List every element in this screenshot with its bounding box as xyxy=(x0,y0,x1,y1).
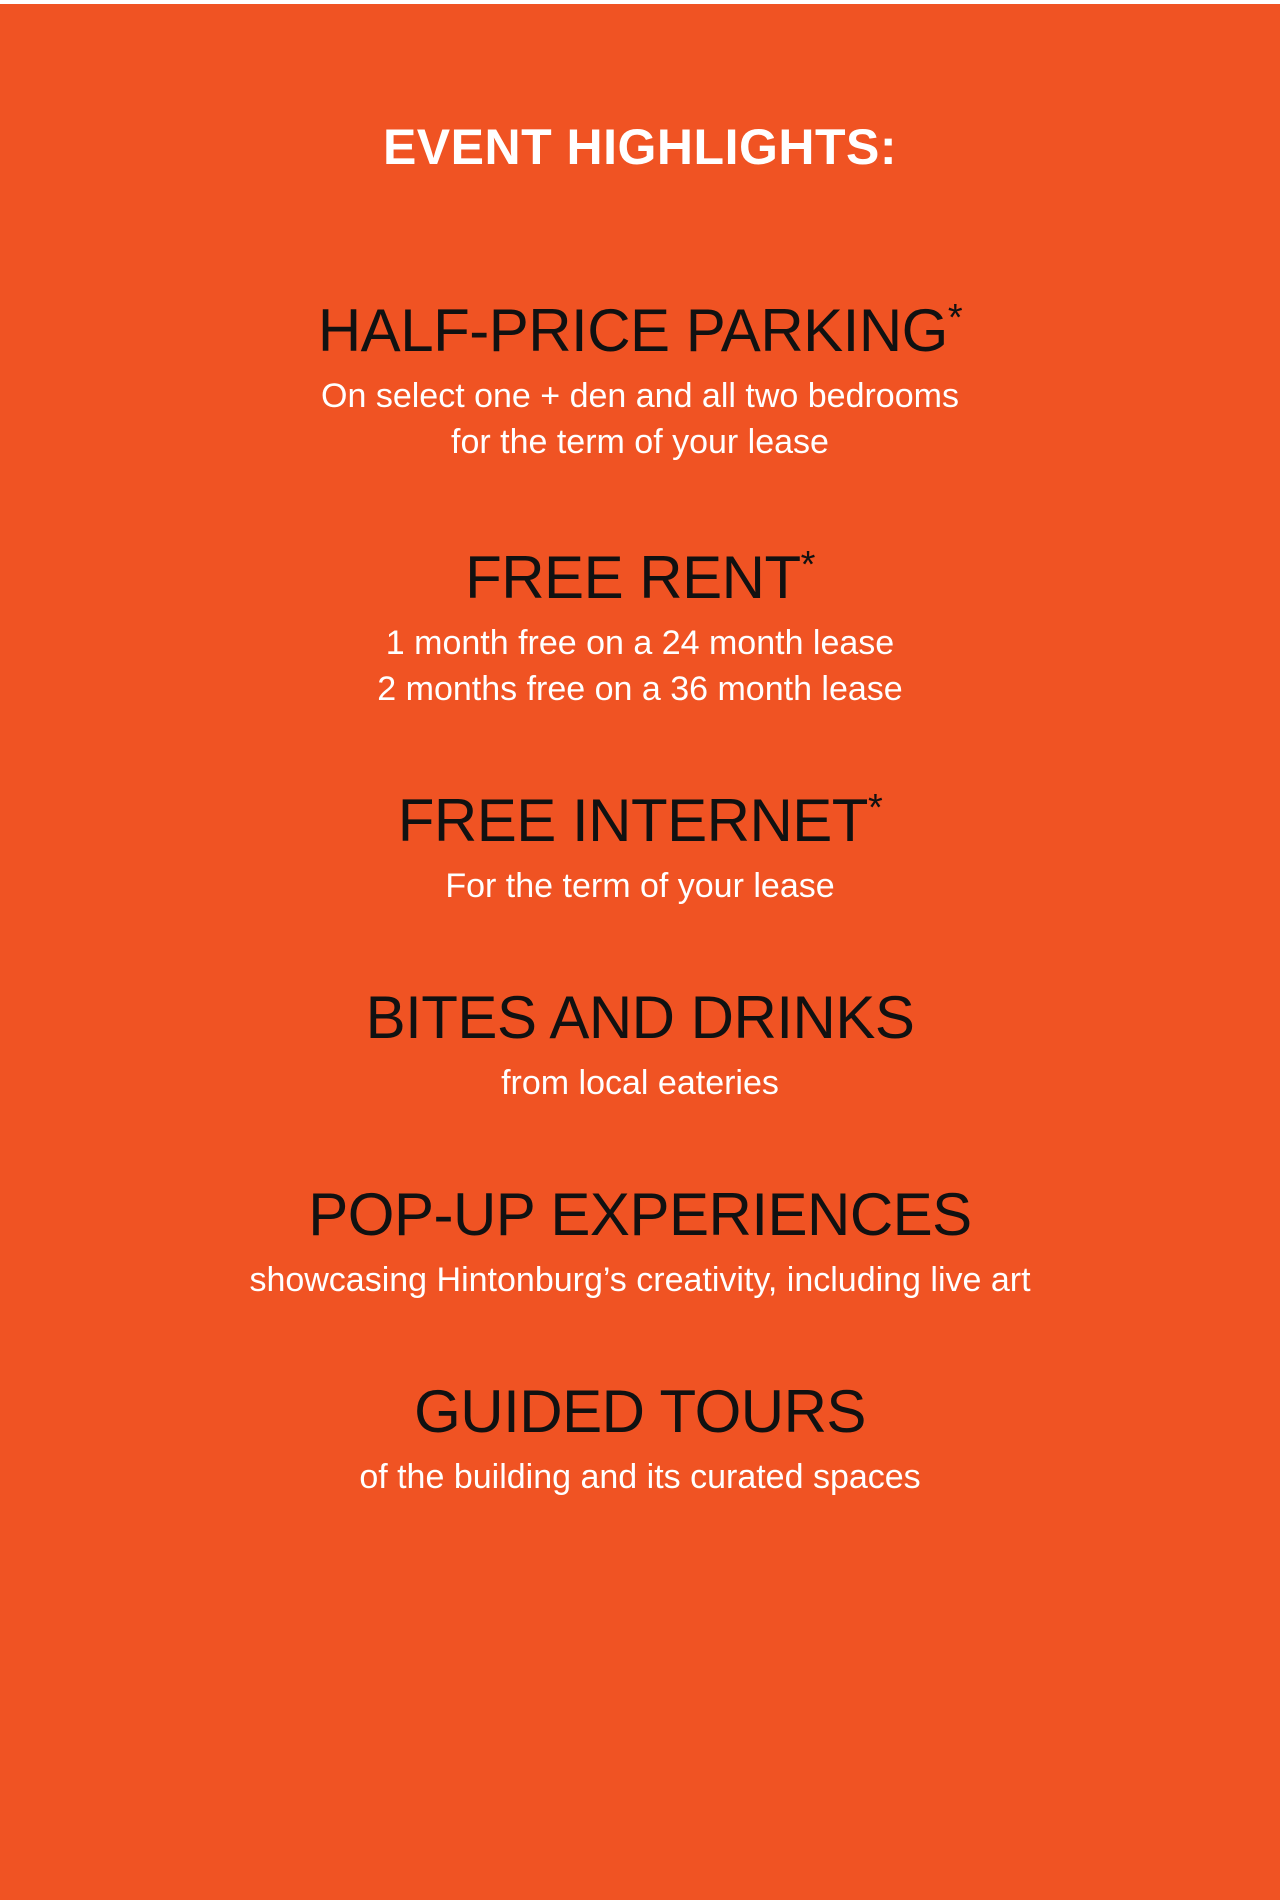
highlight-subtext xyxy=(110,1455,1170,1501)
highlight-title-text: FREE RENT xyxy=(465,543,801,611)
asterisk-mark: * xyxy=(947,297,963,339)
highlight-title-text: GUIDED TOURS xyxy=(414,1378,866,1446)
top-divider xyxy=(0,0,1280,4)
page-title: EVENT HIGHLIGHTS: xyxy=(382,119,898,175)
highlight-subtext xyxy=(110,1061,1170,1107)
highlight-subtext-line: of the building and its curated spaces xyxy=(359,1458,921,1497)
highlight-item-guided-tours xyxy=(0,1378,1280,1501)
highlight-title xyxy=(0,1378,1280,1445)
highlight-title xyxy=(0,787,1280,854)
highlight-item-parking xyxy=(0,297,1280,466)
highlight-title xyxy=(0,1181,1280,1248)
highlight-item-free-internet xyxy=(0,787,1280,910)
highlight-subtext-line: On select one + den and all two bedrooms xyxy=(321,377,959,416)
highlight-title xyxy=(0,544,1280,611)
highlight-item-pop-up-experiences xyxy=(0,1181,1280,1304)
highlight-subtext xyxy=(110,1258,1170,1304)
highlight-subtext-line: from local eateries xyxy=(501,1064,779,1103)
highlight-subtext-line: 1 month free on a 24 month lease xyxy=(385,624,895,663)
highlight-subtext-line: 2 months free on a 36 month lease xyxy=(377,670,903,709)
asterisk-mark: * xyxy=(800,543,815,586)
highlight-title xyxy=(0,297,1280,364)
highlight-title-text: FREE INTERNET xyxy=(397,786,868,854)
highlight-subtext-line: for the term of your lease xyxy=(451,423,829,462)
asterisk-mark: * xyxy=(867,786,883,829)
highlight-title-text: POP-UP EXPERIENCES xyxy=(308,1181,972,1249)
highlight-subtext xyxy=(110,374,1170,466)
highlight-subtext xyxy=(110,864,1170,910)
highlight-title-text: BITES AND DRINKS xyxy=(365,984,915,1052)
highlight-item-free-rent xyxy=(0,544,1280,713)
highlight-item-bites-and-drinks xyxy=(0,984,1280,1107)
highlight-subtext-line: showcasing Hintonburg’s creativity, including live art xyxy=(249,1261,1031,1300)
highlight-title-text: HALF-PRICE PARKING xyxy=(317,297,948,364)
highlight-title xyxy=(0,984,1280,1051)
highlight-subtext-line: For the term of your lease xyxy=(445,867,835,906)
highlight-subtext xyxy=(110,621,1170,713)
